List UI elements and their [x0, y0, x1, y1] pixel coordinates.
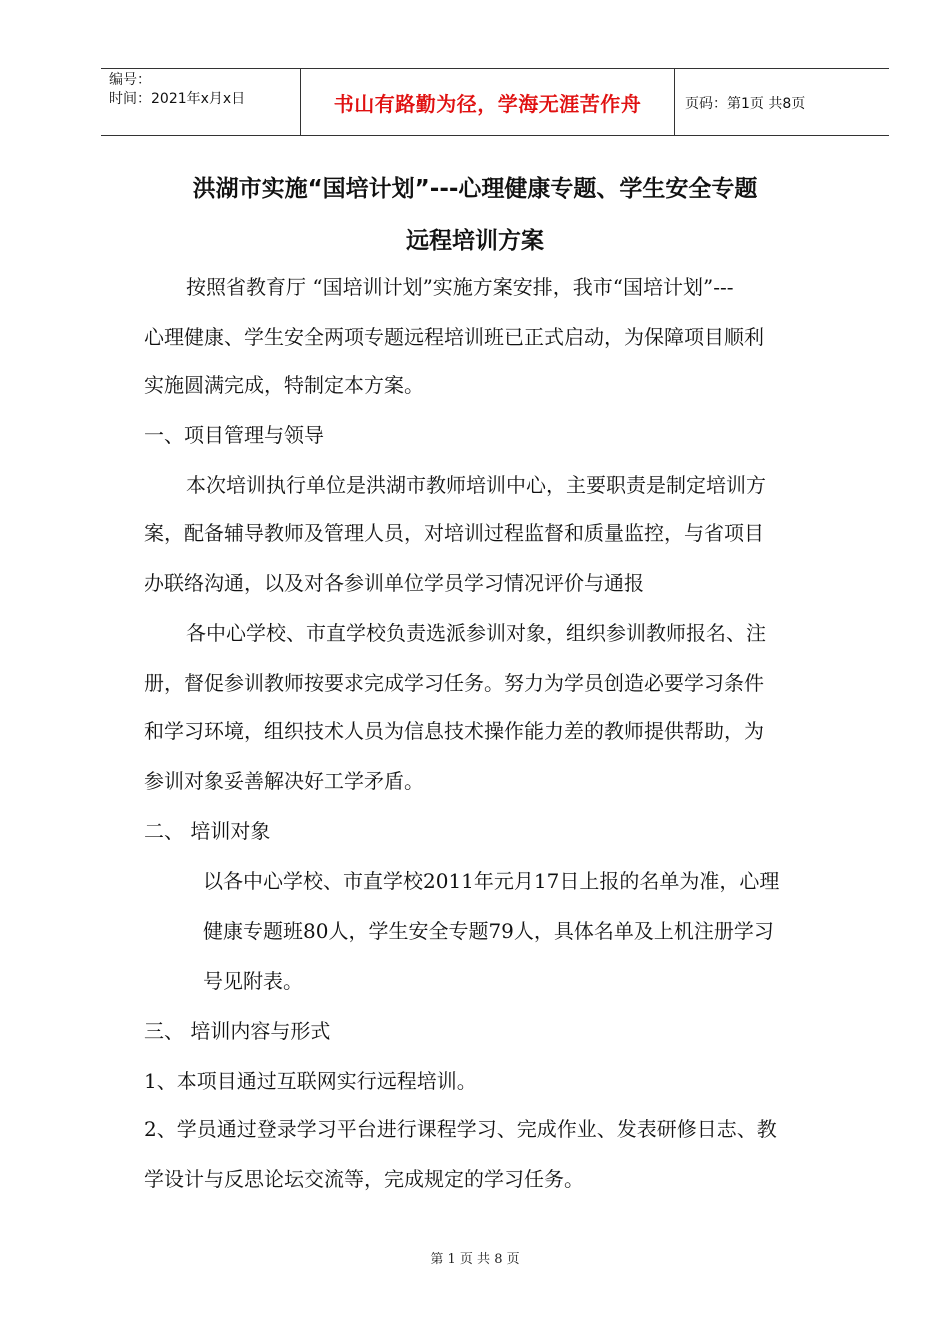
time-label: 时间：2021年x月x日: [109, 91, 246, 107]
section1-heading: 一、项目管理与领导: [144, 423, 324, 447]
header-meta: [101, 69, 301, 135]
section1-p2-line-1: 各中心学校、市直学校负责选派参训对象，组织参训教师报名、注: [186, 621, 766, 645]
document-title-line1: 洪湖市实施“国培计划”---心理健康专题、学生安全专题: [192, 176, 758, 202]
intro-line-2: 心理健康、学生安全两项专题远程培训班已正式启动，为保障项目顺利: [144, 325, 764, 349]
item-2-line-1: 2、学员通过登录学习平台进行课程学习、完成作业、发表研修日志、教: [144, 1117, 777, 1141]
item-1: 1、本项目通过互联网实行远程培训。: [144, 1069, 477, 1093]
motto: 书山有路勤为径，学海无涯苦作舟: [333, 91, 642, 116]
section2-p1-line-2: 健康专题班80人，学生安全专题79人，具体名单及上机注册学习: [203, 919, 774, 943]
section1-p2-line-3: 和学习环境，组织技术人员为信息技术操作能力差的教师提供帮助，为: [144, 719, 764, 743]
section3-heading: 三、 培训内容与形式: [144, 1019, 331, 1043]
number-label: 编号：: [109, 72, 151, 88]
document-title-line2: 远程培训方案: [406, 228, 544, 254]
intro-line-3: 实施圆满完成，特制定本方案。: [144, 373, 424, 397]
section2-p1-line-3: 号见附表。: [203, 969, 303, 993]
document-header: [101, 68, 889, 136]
item-2-line-2: 学设计与反思论坛交流等，完成规定的学习任务。: [144, 1167, 584, 1191]
section1-p1-line-3: 办联络沟通，以及对各参训单位学员学习情况评价与通报: [144, 571, 644, 595]
section2-heading: 二、 培训对象: [144, 819, 271, 843]
section1-p2-line-2: 册，督促参训教师按要求完成学习任务。努力为学员创造必要学习条件: [144, 671, 764, 695]
section1-p2-line-4: 参训对象妥善解决好工学矛盾。: [144, 769, 424, 793]
section1-p1-line-2: 案，配备辅导教师及管理人员，对培训过程监督和质量监控，与省项目: [144, 521, 764, 545]
header-motto-cell: [301, 69, 675, 135]
intro-line-1: 按照省教育厅 “国培训计划”实施方案安排，我市“国培计划”---: [186, 275, 734, 299]
section1-p1-line-1: 本次培训执行单位是洪湖市教师培训中心，主要职责是制定培训方: [186, 473, 766, 497]
section2-p1-line-1: 以各中心学校、市直学校2011年元月17日上报的名单为准，心理: [203, 869, 780, 893]
header-page-info: 页码：第1页 共8页: [685, 96, 806, 112]
page-footer: 第 1 页 共 8 页: [430, 1252, 520, 1267]
